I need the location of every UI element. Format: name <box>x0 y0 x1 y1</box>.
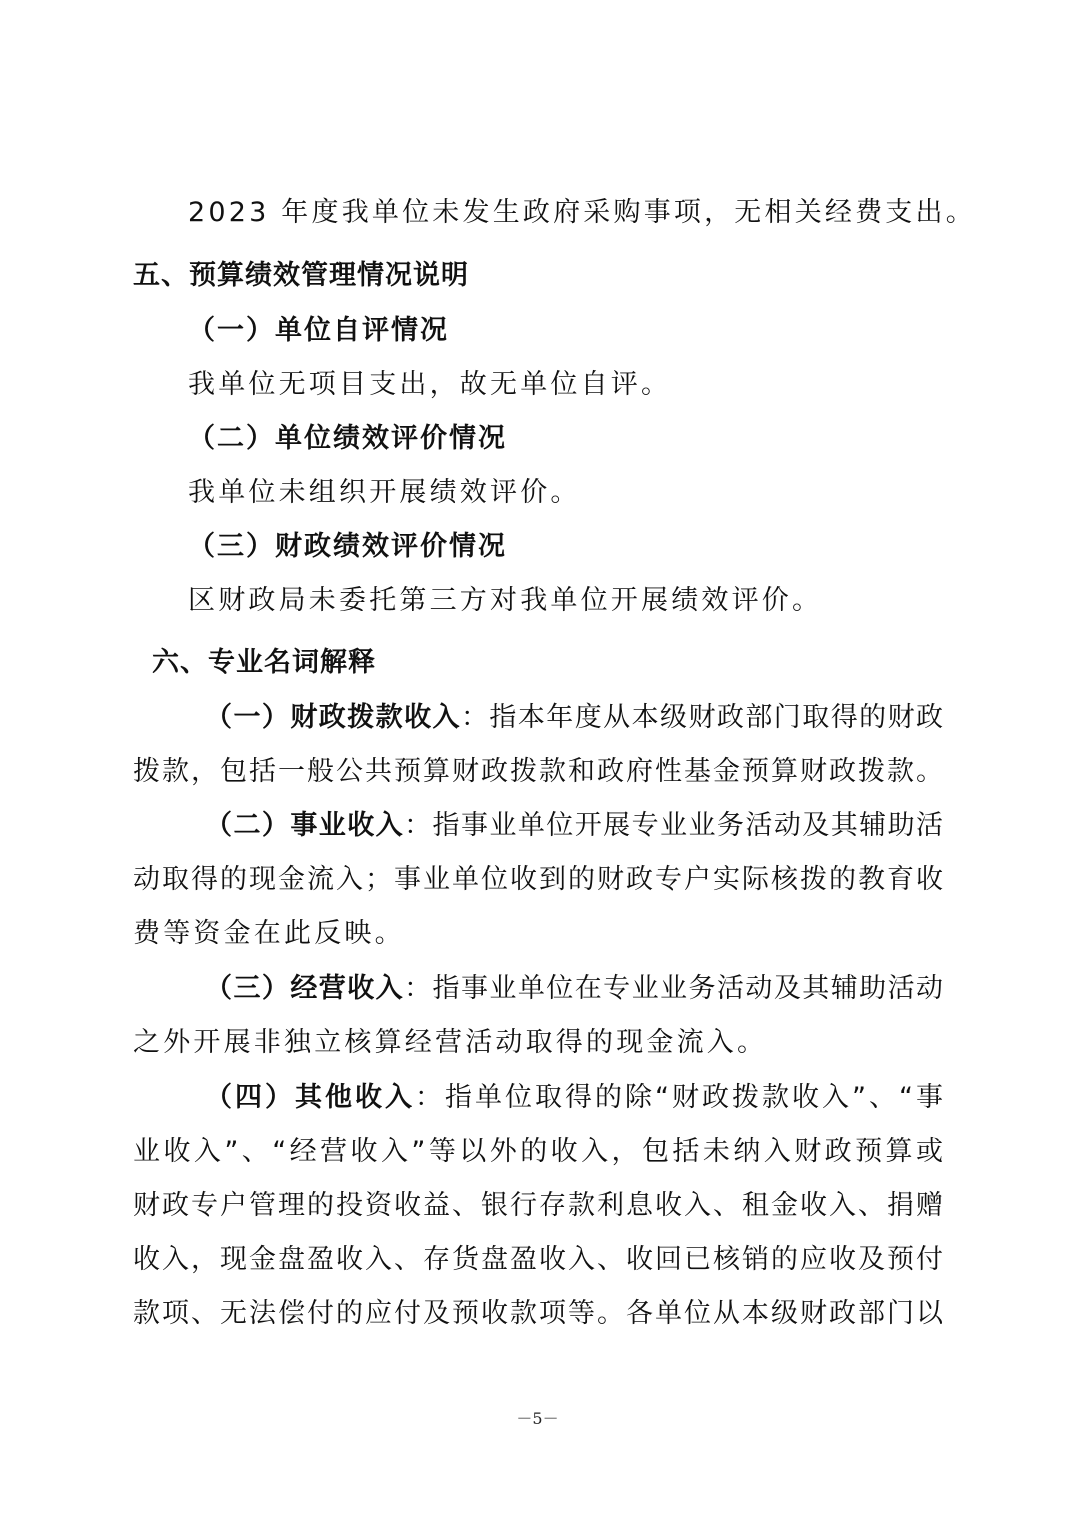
term-operating-income-line-2: 之外开展非独立核算经营活动取得的现金流入。 <box>133 1027 768 1058</box>
term-label: （四）其他收入 <box>205 1082 416 1113</box>
section-heading-budget-performance: 五、预算绩效管理情况说明 <box>133 260 469 291</box>
term-business-income-line-1: （二）事业收入：指事业单位开展专业业务活动及其辅助活 <box>205 810 944 841</box>
term-label: （三）经营收入 <box>205 973 405 1004</box>
subheading-self-evaluation: （一）单位自评情况 <box>188 315 449 346</box>
paragraph-finance-performance: 区财政局未委托第三方对我单位开展绩效评价。 <box>188 585 823 616</box>
term-fiscal-appropriation-line-2: 拨款，包括一般公共预算财政拨款和政府性基金预算财政拨款。 <box>133 756 943 787</box>
subheading-finance-performance: （三）财政绩效评价情况 <box>188 531 507 562</box>
term-other-income-line-5: 款项、无法偿付的应付及预收款项等。各单位从本级财政部门以 <box>133 1298 943 1329</box>
term-other-income-line-3: 财政专户管理的投资收益、银行存款利息收入、租金收入、捐赠 <box>133 1190 943 1221</box>
term-other-income-line-1: （四）其他收入：指单位取得的除“财政拨款收入”、“事 <box>205 1082 944 1113</box>
section-heading-terms: 六、专业名词解释 <box>152 647 376 678</box>
paragraph-self-evaluation: 我单位无项目支出，故无单位自评。 <box>188 369 672 400</box>
subheading-unit-performance: （二）单位绩效评价情况 <box>188 423 507 454</box>
term-business-income-line-2: 动取得的现金流入；事业单位收到的财政专户实际核拨的教育收 <box>133 864 943 895</box>
term-fiscal-appropriation-line-1: （一）财政拨款收入：指本年度从本级财政部门取得的财政 <box>205 702 944 733</box>
page-number: －5－ <box>516 1409 559 1428</box>
term-operating-income-line-1: （三）经营收入：指事业单位在专业业务活动及其辅助活动 <box>205 973 944 1004</box>
term-other-income-line-4: 收入，现金盘盈收入、存货盘盈收入、收回已核销的应收及预付 <box>133 1244 943 1275</box>
term-label: （二）事业收入 <box>205 810 405 841</box>
paragraph-unit-performance: 我单位未组织开展绩效评价。 <box>188 477 581 508</box>
term-other-income-line-2: 业收入”、“经营收入”等以外的收入，包括未纳入财政预算或 <box>133 1136 943 1167</box>
term-business-income-line-3: 费等资金在此反映。 <box>133 918 405 949</box>
paragraph-procurement: 2023 年度我单位未发生政府采购事项，无相关经费支出。 <box>188 197 976 228</box>
term-label: （一）财政拨款收入 <box>205 702 461 733</box>
